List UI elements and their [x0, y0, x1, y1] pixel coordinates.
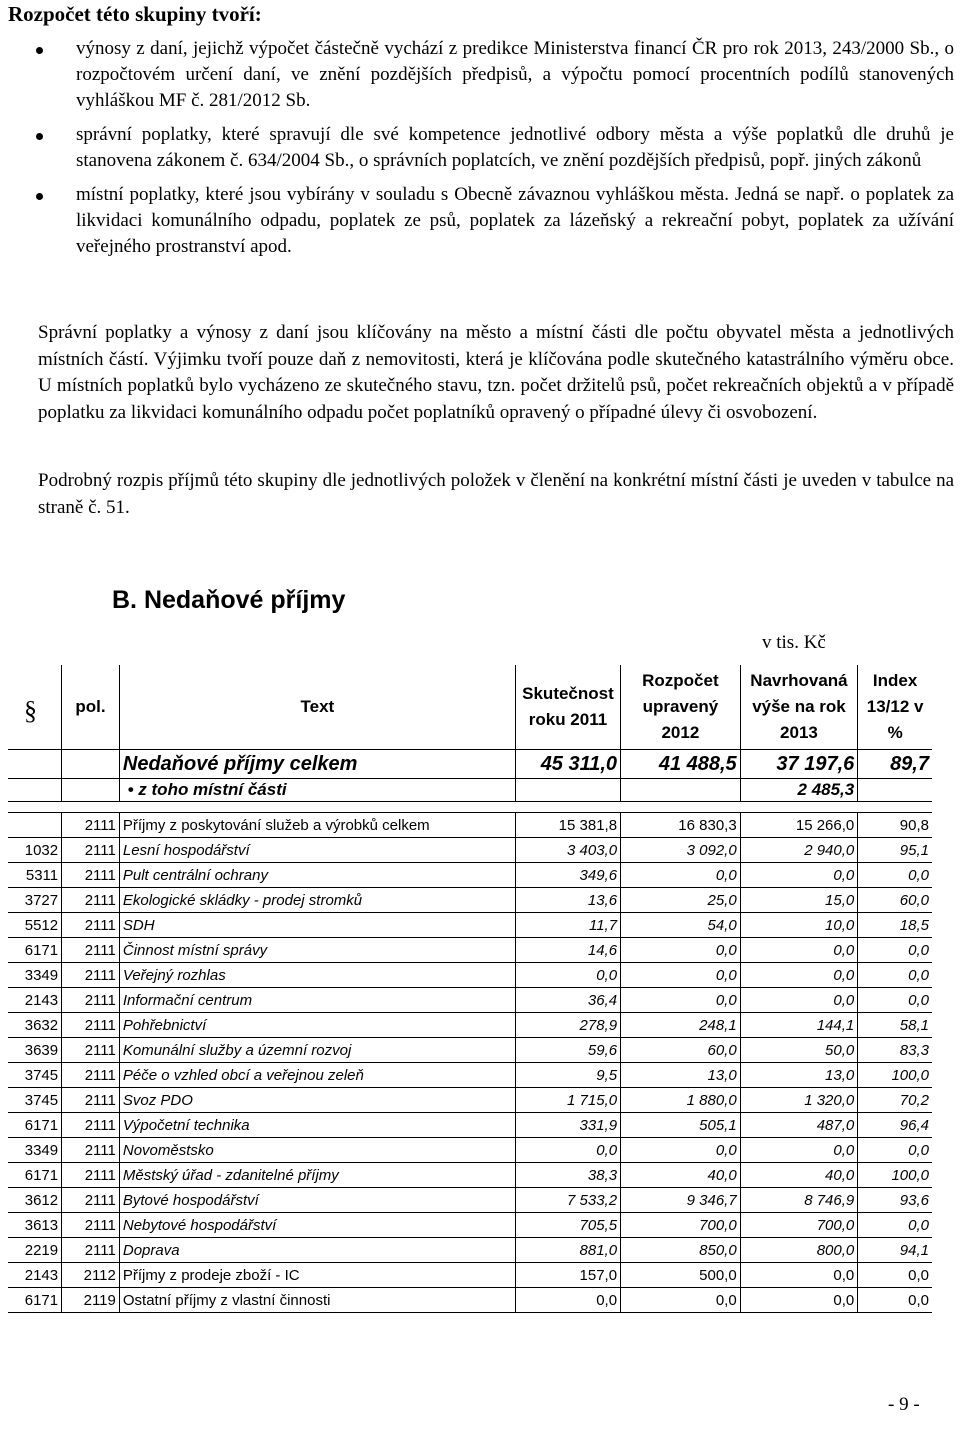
cell-actual: 881,0	[515, 1238, 620, 1263]
cell-pol: 2111	[62, 1113, 120, 1138]
cell-text: Doprava	[119, 1238, 515, 1263]
cell-proposed: 13,0	[740, 1063, 858, 1088]
cell-par: 6171	[8, 1113, 62, 1138]
cell-actual: 36,4	[515, 988, 620, 1013]
cell-budget: 0,0	[621, 1288, 741, 1313]
cell-actual: 0,0	[515, 1288, 620, 1313]
table-row	[8, 1013, 932, 1038]
cell-proposed: 10,0	[740, 913, 858, 938]
cell-pol: 2111	[62, 1038, 120, 1063]
cell-actual: 0,0	[515, 963, 620, 988]
cell-par: 6171	[8, 938, 62, 963]
table-row	[8, 1088, 932, 1113]
cell-proposed: 8 746,9	[740, 1188, 858, 1213]
header-proposed: Navrhovaná výše na rok 2013	[740, 665, 858, 750]
cell-text: Příjmy z prodeje zboží - IC	[119, 1263, 515, 1288]
cell-pol: 2111	[62, 988, 120, 1013]
cell-par: 5512	[8, 913, 62, 938]
cell-pol: 2111	[62, 1238, 120, 1263]
cell-text: Lesní hospodářství	[119, 838, 515, 863]
cell-proposed: 144,1	[740, 1013, 858, 1038]
page-number: - 9 -	[888, 1394, 920, 1415]
cell-index: 18,5	[858, 913, 932, 938]
cell-index: 100,0	[858, 1063, 932, 1088]
cell-par: 3632	[8, 1013, 62, 1038]
cell-proposed: 0,0	[740, 1288, 858, 1313]
cell-index: 0,0	[858, 1288, 932, 1313]
header-index: Index 13/12 v %	[858, 665, 932, 750]
cell-proposed: 0,0	[740, 938, 858, 963]
cell-text: Ostatní příjmy z vlastní činnosti	[119, 1288, 515, 1313]
cell-budget: 0,0	[621, 863, 741, 888]
cell-proposed: 2 940,0	[740, 838, 858, 863]
cell-budget: 0,0	[621, 963, 741, 988]
header-pol: pol.	[62, 665, 120, 750]
cell-par: 3745	[8, 1088, 62, 1113]
cell-actual: 0,0	[515, 1138, 620, 1163]
cell-actual: 331,9	[515, 1113, 620, 1138]
cell-budget: 500,0	[621, 1263, 741, 1288]
cell-index: 100,0	[858, 1163, 932, 1188]
cell-actual: 1 715,0	[515, 1088, 620, 1113]
header-text: Text	[119, 665, 515, 750]
header-budget: Rozpočet upravený 2012	[621, 665, 741, 750]
cell-proposed: 0,0	[740, 988, 858, 1013]
cell-actual: 7 533,2	[515, 1188, 620, 1213]
table-row	[8, 888, 932, 913]
cell-text: Péče o vzhled obcí a veřejnou zeleň	[119, 1063, 515, 1088]
cell-pol: 2111	[62, 838, 120, 863]
cell-proposed: 487,0	[740, 1113, 858, 1138]
cell-index: 94,1	[858, 1238, 932, 1263]
section-title: B. Nedaňové příjmy	[112, 586, 346, 614]
section-heading: Rozpočet této skupiny tvoří:	[8, 2, 262, 26]
cell-par: 2219	[8, 1238, 62, 1263]
cell-par: 5311	[8, 863, 62, 888]
cell-par: 3639	[8, 1038, 62, 1063]
cell-index: 0,0	[858, 988, 932, 1013]
cell-text: Ekologické skládky - prodej stromků	[119, 888, 515, 913]
cell-actual: 59,6	[515, 1038, 620, 1063]
cell-proposed: 15 266,0	[740, 813, 858, 838]
table-row	[8, 913, 932, 938]
total-label: Nedaňové příjmy celkem	[119, 750, 515, 779]
cell-text: Pult centrální ochrany	[119, 863, 515, 888]
table-row	[8, 1113, 932, 1138]
cell-text: Městský úřad - zdanitelné příjmy	[119, 1163, 515, 1188]
cell-actual: 11,7	[515, 913, 620, 938]
bullet-list	[0, 36, 960, 268]
cell-proposed: 50,0	[740, 1038, 858, 1063]
table-row	[8, 988, 932, 1013]
cell-index: 96,4	[858, 1113, 932, 1138]
cell-par: 3612	[8, 1188, 62, 1213]
subtotal-bullet-icon: •	[127, 780, 134, 799]
cell-par: 6171	[8, 1163, 62, 1188]
cell-budget: 3 092,0	[621, 838, 741, 863]
table-row	[8, 863, 932, 888]
cell-budget: 16 830,3	[621, 813, 741, 838]
subtotal-proposed: 2 485,3	[740, 779, 858, 802]
cell-budget: 1 880,0	[621, 1088, 741, 1113]
cell-pol: 2112	[62, 1263, 120, 1288]
currency-note: v tis. Kč	[762, 632, 826, 653]
table-row	[8, 1238, 932, 1263]
total-budget: 41 488,5	[621, 750, 741, 779]
cell-pol: 2111	[62, 1013, 120, 1038]
cell-text: Komunální služby a územní rozvoj	[119, 1038, 515, 1063]
cell-index: 83,3	[858, 1038, 932, 1063]
cell-actual: 349,6	[515, 863, 620, 888]
cell-pol: 2111	[62, 938, 120, 963]
table-row	[8, 1213, 932, 1238]
cell-budget: 13,0	[621, 1063, 741, 1088]
cell-par: 1032	[8, 838, 62, 863]
bullet-dot-icon	[36, 133, 43, 140]
cell-pol: 2111	[62, 1163, 120, 1188]
cell-actual: 157,0	[515, 1263, 620, 1288]
table-header-row	[8, 665, 932, 750]
table-row	[8, 838, 932, 863]
table-row	[8, 1163, 932, 1188]
cell-par: 2143	[8, 988, 62, 1013]
table-row	[8, 1038, 932, 1063]
cell-budget: 0,0	[621, 1138, 741, 1163]
cell-budget: 25,0	[621, 888, 741, 913]
cell-pol: 2119	[62, 1288, 120, 1313]
budget-table	[8, 665, 932, 1313]
cell-text: Příjmy z poskytování služeb a výrobků celkem	[119, 813, 515, 838]
cell-par: 2143	[8, 1263, 62, 1288]
cell-budget: 0,0	[621, 938, 741, 963]
cell-pol: 2111	[62, 1188, 120, 1213]
cell-pol: 2111	[62, 813, 120, 838]
cell-par: 3613	[8, 1213, 62, 1238]
cell-index: 0,0	[858, 938, 932, 963]
spacer-row	[8, 802, 932, 813]
table-row	[8, 1188, 932, 1213]
cell-actual: 13,6	[515, 888, 620, 913]
cell-text: Činnost místní správy	[119, 938, 515, 963]
table-row	[8, 1263, 932, 1288]
bullet-item: správní poplatky, které spravují dle své kompetence jednotlivé odbory města a výše poplatků dle druhů je stanovena zákonem č. 634/2004 Sb., o správních poplatcích, ve znění pozdějších předpisů, popř. jiných zákonů	[0, 122, 960, 174]
cell-actual: 15 381,8	[515, 813, 620, 838]
table-row	[8, 1138, 932, 1163]
bullet-dot-icon	[36, 47, 43, 54]
cell-index: 0,0	[858, 963, 932, 988]
cell-actual: 278,9	[515, 1013, 620, 1038]
cell-pol: 2111	[62, 913, 120, 938]
total-index: 89,7	[858, 750, 932, 779]
subtotal-label: • z toho místní části	[119, 779, 515, 802]
table-row	[8, 1288, 932, 1313]
cell-budget: 54,0	[621, 913, 741, 938]
cell-text: Výpočetní technika	[119, 1113, 515, 1138]
cell-text: Novoměstsko	[119, 1138, 515, 1163]
total-actual: 45 311,0	[515, 750, 620, 779]
cell-index: 90,8	[858, 813, 932, 838]
cell-text: Nebytové hospodářství	[119, 1213, 515, 1238]
bullet-item: místní poplatky, které jsou vybírány v souladu s Obecně závaznou vyhláškou města. Jedná se např. o poplatek za likvidaci komunálního odpadu, poplatek ze psů, poplatek za lázeňský a rekreační pobyt, poplatek za užívání veřejného prostranství apod.	[0, 182, 960, 260]
cell-par: 3727	[8, 888, 62, 913]
cell-text: Informační centrum	[119, 988, 515, 1013]
cell-index: 70,2	[858, 1088, 932, 1113]
cell-pol: 2111	[62, 888, 120, 913]
paragraph-allocation: Správní poplatky a výnosy z daní jsou klíčovány na město a místní části dle počtu obyvatel města a jednotlivých místních částí. Výjimku tvoří pouze daň z nemovitosti, která je klíčována podle skutečného katastrálního výměru obce. U místních poplatků bylo vycházeno ze skutečného stavu, tzn. počet držitelů psů, počet rekreačních objektů a v případě poplatku za likvidaci komunálního odpadu počet poplatníků opravený o případné úlevy či osvobození.	[38, 322, 954, 423]
cell-index: 0,0	[858, 1138, 932, 1163]
cell-actual: 38,3	[515, 1163, 620, 1188]
table-row	[8, 938, 932, 963]
bullet-item: výnosy z daní, jejichž výpočet částečně vychází z predikce Ministerstva financí ČR pro rok 2013, 243/2000 Sb., o rozpočtovém určení daní, ve znění pozdějších předpisů, a výpočtu pomocí procentních podílů stanovených vyhláškou MF č. 281/2012 Sb.	[0, 36, 960, 114]
cell-pol: 2111	[62, 963, 120, 988]
cell-text: Pohřebnictví	[119, 1013, 515, 1038]
cell-par: 3745	[8, 1063, 62, 1088]
cell-par: 6171	[8, 1288, 62, 1313]
cell-par: 3349	[8, 963, 62, 988]
cell-actual: 9,5	[515, 1063, 620, 1088]
cell-proposed: 0,0	[740, 1138, 858, 1163]
paragraph-reference: Podrobný rozpis příjmů této skupiny dle jednotlivých položek v členění na konkrétní místní části je uveden v tabulce na straně č. 51.	[38, 470, 954, 518]
cell-budget: 850,0	[621, 1238, 741, 1263]
bullet-dot-icon	[36, 193, 43, 200]
cell-index: 0,0	[858, 1263, 932, 1288]
cell-actual: 705,5	[515, 1213, 620, 1238]
cell-index: 95,1	[858, 838, 932, 863]
header-actual: Skutečnost roku 2011	[515, 665, 620, 750]
cell-par	[8, 813, 62, 838]
cell-text: Bytové hospodářství	[119, 1188, 515, 1213]
section-sign: §	[24, 696, 37, 725]
cell-budget: 0,0	[621, 988, 741, 1013]
table-row	[8, 963, 932, 988]
cell-text: SDH	[119, 913, 515, 938]
cell-index: 0,0	[858, 863, 932, 888]
total-row	[8, 750, 932, 779]
cell-actual: 14,6	[515, 938, 620, 963]
cell-proposed: 0,0	[740, 1263, 858, 1288]
cell-par: 3349	[8, 1138, 62, 1163]
subtotal-row	[8, 779, 932, 802]
cell-proposed: 0,0	[740, 863, 858, 888]
cell-text: Svoz PDO	[119, 1088, 515, 1113]
cell-index: 0,0	[858, 1213, 932, 1238]
cell-index: 58,1	[858, 1013, 932, 1038]
cell-index: 60,0	[858, 888, 932, 913]
total-proposed: 37 197,6	[740, 750, 858, 779]
cell-budget: 60,0	[621, 1038, 741, 1063]
cell-pol: 2111	[62, 1088, 120, 1113]
cell-proposed: 800,0	[740, 1238, 858, 1263]
cell-budget: 40,0	[621, 1163, 741, 1188]
cell-proposed: 40,0	[740, 1163, 858, 1188]
cell-pol: 2111	[62, 863, 120, 888]
cell-budget: 505,1	[621, 1113, 741, 1138]
cell-proposed: 1 320,0	[740, 1088, 858, 1113]
cell-actual: 3 403,0	[515, 838, 620, 863]
cell-index: 93,6	[858, 1188, 932, 1213]
cell-budget: 700,0	[621, 1213, 741, 1238]
cell-budget: 9 346,7	[621, 1188, 741, 1213]
cell-proposed: 15,0	[740, 888, 858, 913]
cell-proposed: 0,0	[740, 963, 858, 988]
cell-budget: 248,1	[621, 1013, 741, 1038]
cell-text: Veřejný rozhlas	[119, 963, 515, 988]
cell-pol: 2111	[62, 1063, 120, 1088]
cell-pol: 2111	[62, 1138, 120, 1163]
cell-proposed: 700,0	[740, 1213, 858, 1238]
table-row	[8, 813, 932, 838]
table-row	[8, 1063, 932, 1088]
cell-pol: 2111	[62, 1213, 120, 1238]
